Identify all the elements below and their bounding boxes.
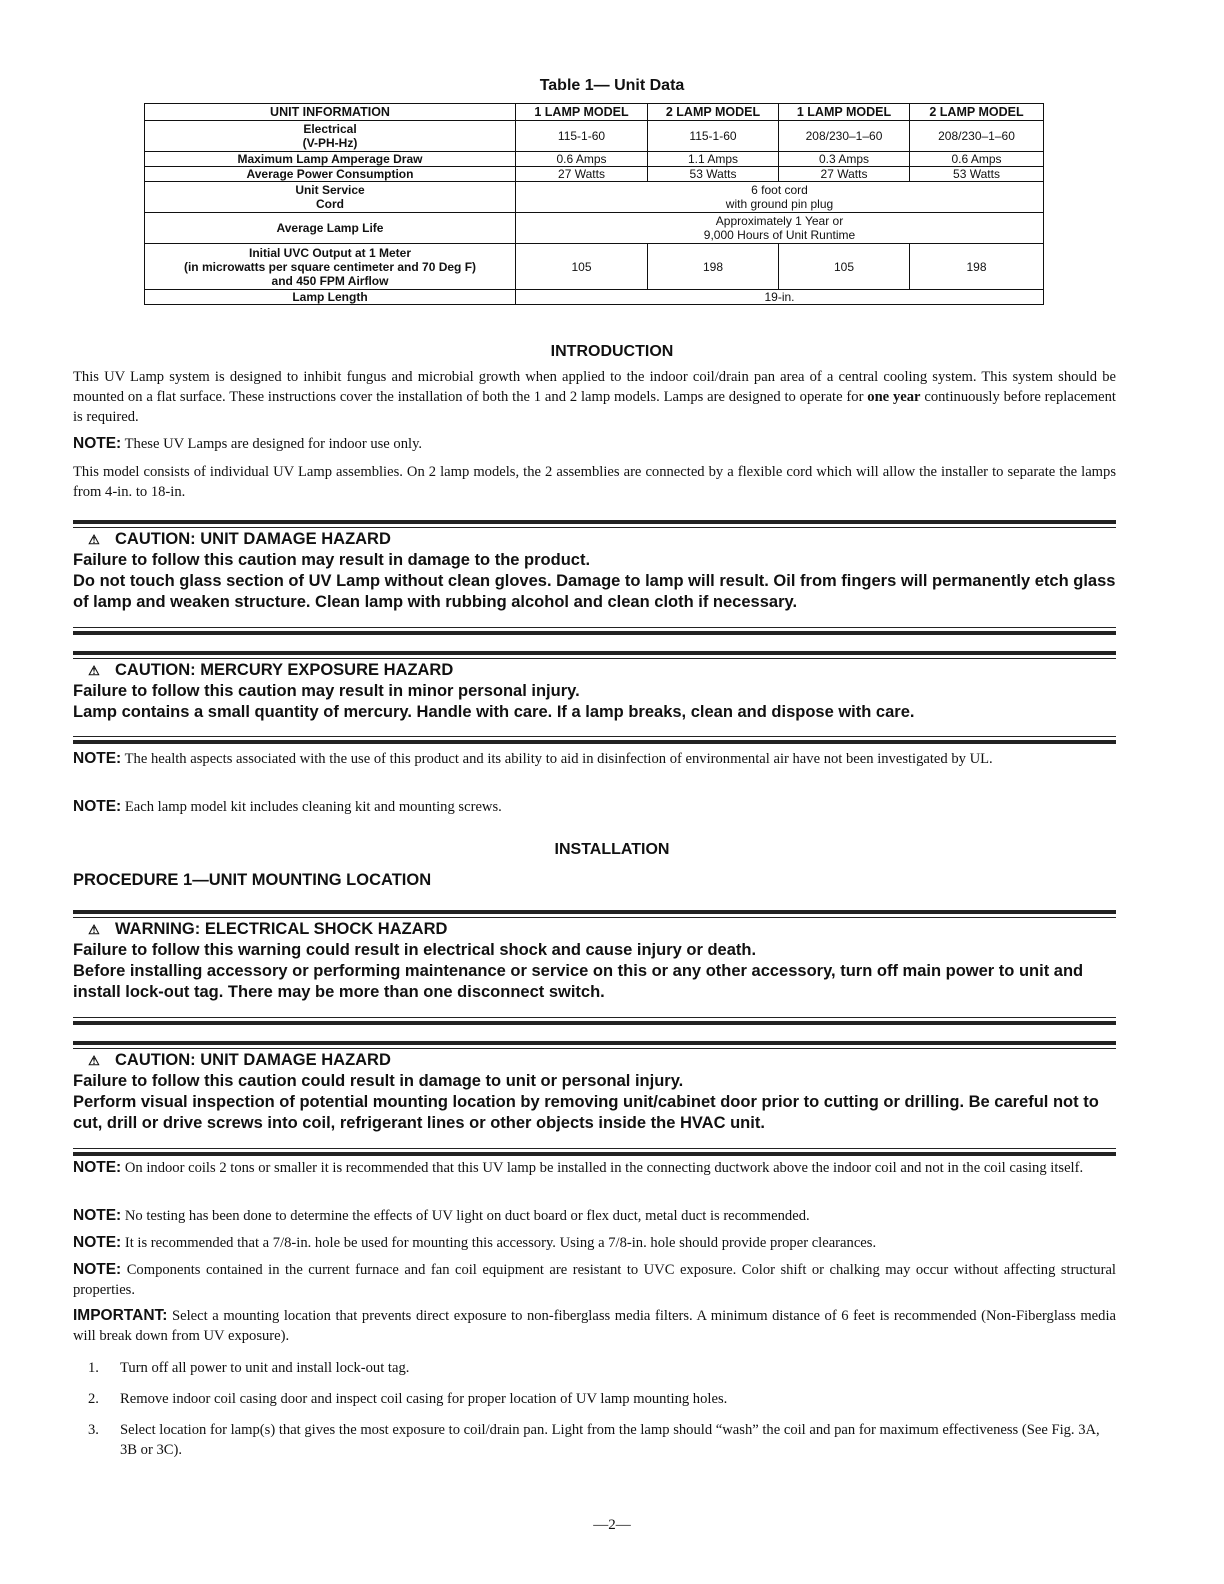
table-cell: 53 Watts	[648, 167, 779, 182]
intro-text: continuously before replacement is required.	[73, 389, 1116, 425]
table-cell: 105	[516, 244, 648, 290]
table-cell: 208/230–1–60	[910, 121, 1044, 152]
row-label-lamp-length: Lamp Length	[145, 290, 516, 305]
intro-paragraph	[73, 367, 1116, 427]
page-number: —2—	[593, 1517, 631, 1533]
caution-line: Perform visual inspection of potential mounting location by removing unit/cabinet door prior to cutting or drilling. Be careful not to cut, drill or drive screws into coil, refrigerant lines or other objects inside the HVAC unit.	[73, 1093, 1099, 1132]
label-line: Cord	[316, 197, 344, 211]
label-line: (V-PH-Hz)	[302, 136, 358, 150]
note-text: It is recommended that a 7/8-in. hole be used for mounting this accessory. Using a 7/8-in. hole should provide proper clearances.	[121, 1235, 877, 1251]
warning-line: Failure to follow this warning could result in electrical shock and cause injury or death.	[73, 941, 757, 959]
label-line: and 450 FPM Airflow	[271, 273, 389, 288]
list-item	[73, 1389, 1116, 1409]
step-text: Select location for lamp(s) that gives the most exposure to coil/drain pan. Light from the lamp should “wash” the coil and pan for maximum effectiveness (See Fig. 3A, 3B or 3C).	[120, 1422, 1100, 1458]
procedure-heading: PROCEDURE 1—UNIT MOUNTING LOCATION	[73, 871, 432, 889]
value-line: 9,000 Hours of Unit Runtime	[703, 228, 856, 242]
installation-heading: INSTALLATION	[554, 841, 670, 858]
intro-text: This UV Lamp system is designed to inhibit fungus and microbial growth when applied to the indoor coil/drain pan area of a central cooling system. This system should be mounted on a flat surface. These instructions cover the installation of both the 1 and 2 lamp models. Lamps are designed to operate for	[73, 369, 1116, 405]
step-text: Remove indoor coil casing door and inspect coil casing for proper location of UV lamp mounting holes.	[120, 1391, 728, 1407]
value-line: 6 foot cord	[751, 183, 808, 197]
caution-title-row	[73, 529, 1116, 550]
intro-emphasis: one year	[867, 389, 921, 405]
step-number: 2.	[88, 1391, 99, 1407]
caution-line: Lamp contains a small quantity of mercury. Handle with care. If a lamp breaks, clean and dispose with care.	[73, 703, 915, 721]
note-label: NOTE:	[73, 1159, 122, 1176]
caution-line: Do not touch glass section of UV Lamp without clean gloves. Damage to lamp will result. Oil from fingers will permanently etch glass of lamp and weaken structure. Clean lamp with rubbing alcohol and clean cloth if necessary.	[73, 572, 1116, 611]
row-label-service-cord	[145, 182, 516, 213]
list-item	[73, 1420, 1116, 1460]
label-line: Initial UVC Output at 1 Meter	[248, 245, 411, 260]
header-unit-information: UNIT INFORMATION	[145, 104, 516, 121]
table-row	[145, 290, 1044, 305]
caution-box-unit-damage	[73, 520, 1116, 635]
warning-triangle-icon: ⚠	[88, 532, 100, 547]
table-cell: 105	[779, 244, 910, 290]
row-label-amperage: Maximum Lamp Amperage Draw	[145, 152, 516, 167]
table-cell: 27 Watts	[779, 167, 910, 182]
row-label-lamp-life: Average Lamp Life	[145, 213, 516, 244]
header-1-lamp-model: 1 LAMP MODEL	[516, 104, 648, 121]
table-cell: 198	[648, 244, 779, 290]
table-row	[145, 244, 1044, 290]
note-text: No testing has been done to determine the effects of UV light on duct board or flex duct, metal duct is recommended.	[121, 1208, 810, 1224]
table-cell: 0.6 Amps	[910, 152, 1044, 167]
caution-line: Failure to follow this caution may result in minor personal injury.	[73, 682, 580, 700]
warning-line: Before installing accessory or performing maintenance or service on this or any other accessory, turn off main power to unit and install lock-out tag. There may be more than one disconnect switch.	[73, 962, 1084, 1001]
note-indoor	[73, 434, 1116, 454]
table-row	[145, 167, 1044, 182]
table-cell: 208/230–1–60	[779, 121, 910, 152]
table-cell: 115-1-60	[516, 121, 648, 152]
note-text: Each lamp model kit includes cleaning kit and mounting screws.	[121, 799, 502, 815]
note-text: Components contained in the current furnace and fan coil equipment are resistant to UVC exposure. Color shift or chalking may occur without affecting structural properties.	[73, 1262, 1116, 1298]
step-number: 3.	[88, 1422, 99, 1438]
list-item	[73, 1358, 1116, 1378]
table-cell: 0.6 Amps	[516, 152, 648, 167]
table-cell-merged	[516, 182, 1044, 213]
row-label-power: Average Power Consumption	[145, 167, 516, 182]
label-line: Electrical	[303, 122, 357, 136]
note-label: NOTE:	[73, 1234, 122, 1251]
unit-data-table	[144, 103, 1044, 305]
note-duct	[73, 1206, 1116, 1226]
warning-box-electrical	[73, 910, 1116, 1025]
note-text: On indoor coils 2 tons or smaller it is recommended that this UV lamp be installed in the connecting ductwork above the indoor coil and not in the coil casing itself.	[121, 1160, 1084, 1176]
table-row	[145, 152, 1044, 167]
table-row	[145, 182, 1044, 213]
warning-title: WARNING: ELECTRICAL SHOCK HAZARD	[115, 920, 448, 938]
note-text: The health aspects associated with the use of this product and its ability to aid in disinfection of environmental air have not been investigated by UL.	[121, 751, 993, 767]
table-cell: 1.1 Amps	[648, 152, 779, 167]
value-line: with ground pin plug	[725, 197, 834, 211]
table-cell: 198	[910, 244, 1044, 290]
caution-title-row	[73, 1050, 1116, 1071]
header-2-lamp-model-230: 2 LAMP MODEL	[910, 104, 1044, 121]
note-components	[73, 1260, 1116, 1300]
warning-triangle-icon: ⚠	[88, 1053, 100, 1068]
table-cell-merged	[516, 213, 1044, 244]
row-label-electrical	[145, 121, 516, 152]
note-label: NOTE:	[73, 435, 122, 452]
table-cell: 0.3 Amps	[779, 152, 910, 167]
table-cell: 27 Watts	[516, 167, 648, 182]
note-text: These UV Lamps are designed for indoor use only.	[121, 436, 423, 452]
table-cell: 115-1-60	[648, 121, 779, 152]
important-label: IMPORTANT:	[73, 1307, 168, 1324]
important-note	[73, 1306, 1116, 1346]
caution-box-mercury	[73, 651, 1116, 744]
caution-line: Failure to follow this caution may result in damage to the product.	[73, 551, 591, 569]
note-small-coils	[73, 1158, 1116, 1178]
header-1-lamp-model-230: 1 LAMP MODEL	[779, 104, 910, 121]
value-line: Approximately 1 Year or	[715, 214, 844, 228]
caution-title: CAUTION: MERCURY EXPOSURE HAZARD	[115, 661, 454, 679]
row-label-uvc-output	[145, 244, 516, 290]
note-label: NOTE:	[73, 798, 122, 815]
installation-steps	[73, 1358, 1116, 1471]
warning-triangle-icon: ⚠	[88, 663, 100, 678]
label-line: (in microwatts per square centimeter and 70 Deg F)	[183, 259, 477, 274]
note-label: NOTE:	[73, 1207, 122, 1224]
caution-line: Failure to follow this caution could result in damage to unit or personal injury.	[73, 1072, 684, 1090]
table-row	[145, 213, 1044, 244]
table-header-row	[145, 104, 1044, 121]
label-line: Unit Service	[295, 183, 365, 197]
header-2-lamp-model: 2 LAMP MODEL	[648, 104, 779, 121]
caution-title-row	[73, 660, 1116, 681]
note-hole	[73, 1233, 1116, 1253]
caution-box-unit-damage-2	[73, 1041, 1116, 1156]
warning-title-row	[73, 919, 1116, 940]
note-health	[73, 749, 1116, 769]
warning-triangle-icon: ⚠	[88, 922, 100, 937]
table-row	[145, 121, 1044, 152]
caution-title: CAUTION: UNIT DAMAGE HAZARD	[115, 1051, 391, 1069]
note-kit	[73, 797, 1116, 817]
caution-title: CAUTION: UNIT DAMAGE HAZARD	[115, 530, 391, 548]
table-title: Table 1— Unit Data	[539, 77, 685, 94]
intro-paragraph-2: This model consists of individual UV Lamp assemblies. On 2 lamp models, the 2 assemblies are connected by a flexible cord which will allow the installer to separate the lamps from 4-in. to 18-in.	[73, 464, 1116, 500]
note-label: NOTE:	[73, 750, 122, 767]
important-text: Select a mounting location that prevents direct exposure to non-fiberglass media filters. A minimum distance of 6 feet is recommended (Non-Fiberglass media will break down from UV exposure).	[73, 1308, 1116, 1344]
note-label: NOTE:	[73, 1261, 122, 1278]
table-cell-merged: 19-in.	[516, 290, 1044, 305]
step-number: 1.	[88, 1360, 99, 1376]
table-cell: 53 Watts	[910, 167, 1044, 182]
step-text: Turn off all power to unit and install lock-out tag.	[120, 1360, 410, 1376]
introduction-heading: INTRODUCTION	[550, 343, 674, 360]
